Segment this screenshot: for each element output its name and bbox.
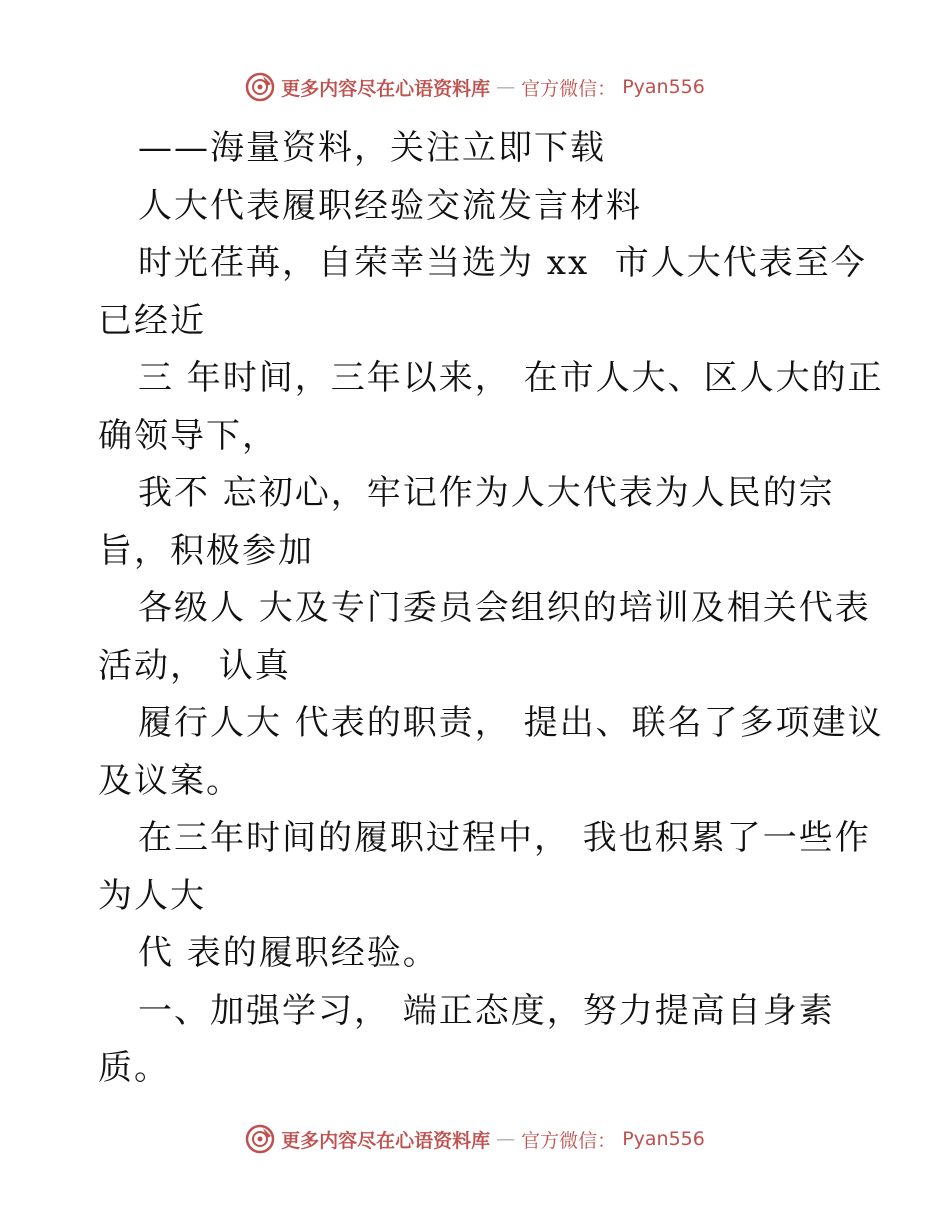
- banner-wechat-label: 官方微信：: [521, 1129, 617, 1152]
- text-line: 确领导下，: [98, 415, 278, 456]
- text-line: 已经近: [98, 300, 206, 341]
- text-line: 履行人大 代表的职责， 提出、联名了多项建议: [138, 703, 884, 743]
- footer-watermark-banner: [0, 1124, 950, 1154]
- text-line: 一、加强学习， 端正态度，努力提高自身素: [138, 990, 835, 1031]
- banner-dash: —: [496, 1128, 516, 1150]
- text-line: ——海量资料，关注立即下载: [138, 128, 606, 168]
- text-line: 我不 忘初心，牢记作为人大代表为人民的宗: [138, 473, 835, 513]
- banner-site-name: 更多内容尽在心语资料库: [281, 1129, 491, 1152]
- text-line: 及议案。: [98, 760, 242, 801]
- document-body: [98, 120, 888, 1098]
- text-line: 在三年时间的履职过程中， 我也积累了一些作: [138, 818, 871, 858]
- cd-logo-icon: [245, 1124, 275, 1154]
- text-line: 时光荏苒，自荣幸当选为 xx 市人大代表至今: [138, 243, 867, 283]
- header-watermark-banner: [0, 72, 950, 102]
- banner-wechat-id: Pyan556: [622, 1128, 705, 1150]
- cd-logo-icon: [245, 72, 275, 102]
- banner-wechat-id: Pyan556: [622, 76, 705, 98]
- text-line: 人大代表履职经验交流发言材料: [138, 185, 642, 226]
- text-line: 旨，积极参加: [98, 530, 314, 571]
- banner-wechat-label: 官方微信：: [521, 77, 617, 100]
- text-line: 各级人 大及专门委员会组织的培训及相关代表: [138, 588, 871, 628]
- text-line: 代 表的履职经验。: [138, 933, 439, 973]
- banner-site-name: 更多内容尽在心语资料库: [281, 77, 491, 100]
- text-line: 为人大: [98, 875, 206, 916]
- text-line: 活动， 认真: [98, 645, 291, 686]
- banner-dash: —: [496, 76, 516, 98]
- text-line: 质。: [98, 1048, 170, 1088]
- text-line: 三 年时间，三年以来， 在市人大、区人大的正: [138, 358, 884, 398]
